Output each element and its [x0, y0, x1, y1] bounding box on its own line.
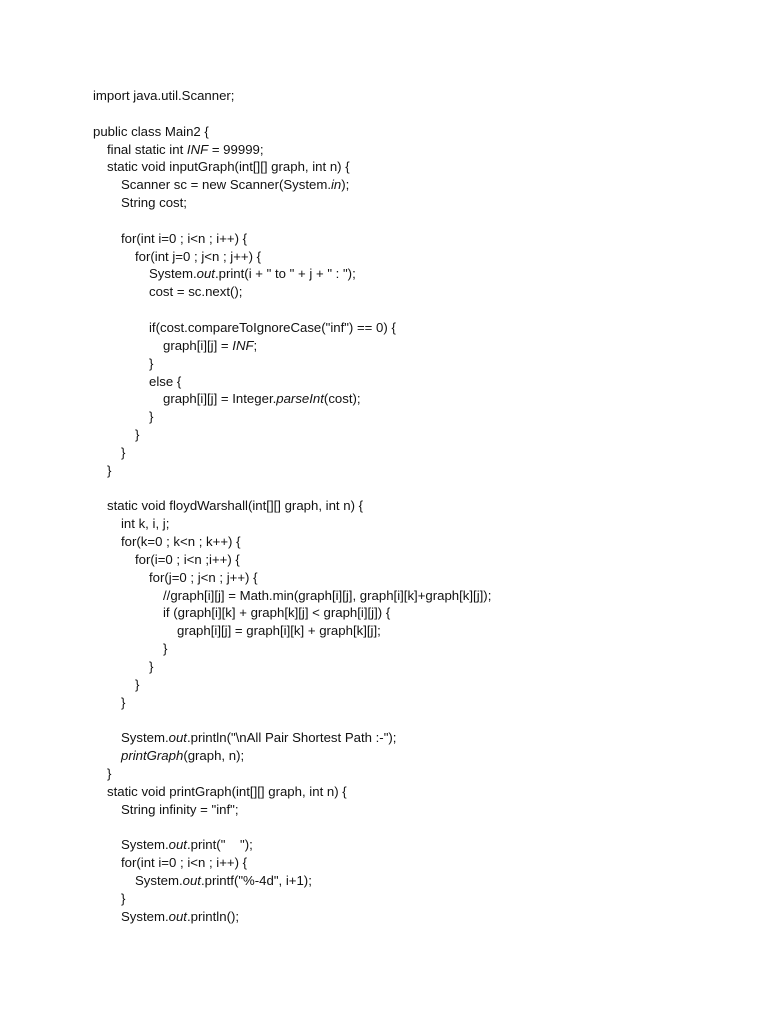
- code-line: [93, 836, 753, 854]
- code-line: [93, 872, 753, 890]
- code-italic-token: parseInt: [276, 391, 324, 407]
- code-token: System.: [135, 873, 183, 889]
- code-line: [93, 640, 753, 658]
- code-token: }: [121, 890, 126, 906]
- code-token: (graph, n);: [183, 748, 245, 764]
- code-token: for(k=0 ; k<n ; k++) {: [121, 534, 241, 550]
- code-token: static void inputGraph(int[][] graph, int n) {: [107, 159, 350, 175]
- code-line: [93, 801, 753, 819]
- code-token: }: [149, 355, 154, 371]
- code-token: .println("\nAll Pair Shortest Path :-");: [186, 730, 397, 746]
- code-line: [93, 533, 753, 551]
- code-token: System.: [121, 730, 169, 746]
- code-line: [93, 908, 753, 926]
- code-line: [93, 408, 753, 426]
- code-token: graph[i][j] = graph[i][k] + graph[k][j];: [177, 623, 381, 639]
- code-token: (cost);: [323, 391, 361, 407]
- code-token: }: [149, 659, 154, 674]
- blank-line: [93, 712, 753, 730]
- code-token: }: [135, 427, 140, 443]
- code-line: [93, 747, 753, 765]
- code-token: static void printGraph(int[][] graph, int n) {: [107, 783, 347, 799]
- code-line: [93, 765, 753, 783]
- code-token: System.: [121, 837, 169, 853]
- code-token: final static int: [107, 141, 187, 157]
- code-line: [93, 141, 753, 159]
- code-line: [93, 658, 753, 676]
- code-line: [93, 194, 753, 212]
- code-token: .print(i + " to " + j + " : ");: [214, 266, 356, 282]
- code-italic-token: out: [196, 266, 215, 282]
- blank-line: [93, 301, 753, 319]
- code-line: [93, 515, 753, 533]
- code-line: [93, 158, 753, 176]
- code-token: graph[i][j] =: [163, 337, 233, 353]
- code-italic-token: in: [331, 177, 342, 193]
- code-token: String cost;: [121, 195, 187, 211]
- code-line: [93, 569, 753, 587]
- code-line: [93, 890, 753, 908]
- code-italic-token: out: [168, 908, 187, 924]
- code-token: if(cost.compareToIgnoreCase("inf") == 0) {: [149, 319, 396, 335]
- code-token: .printf("%-4d", i+1);: [200, 873, 312, 889]
- code-listing: [93, 87, 753, 926]
- code-line: [93, 373, 753, 391]
- code-token: Scanner sc = new Scanner(System.: [121, 177, 331, 193]
- code-line: [93, 604, 753, 622]
- code-line: [93, 854, 753, 872]
- code-italic-token: out: [182, 873, 201, 889]
- code-line: [93, 87, 753, 105]
- code-line: [93, 622, 753, 640]
- code-token: String infinity = "inf";: [121, 801, 239, 817]
- code-token: int k, i, j;: [121, 516, 170, 532]
- code-token: graph[i][j] = Integer.: [163, 391, 277, 407]
- code-line: [93, 551, 753, 569]
- code-token: System.: [121, 908, 169, 924]
- code-line: [93, 337, 753, 355]
- code-token: }: [107, 766, 112, 782]
- code-line: [93, 729, 753, 747]
- code-line: [93, 390, 753, 408]
- code-token: }: [149, 409, 154, 425]
- code-line: [93, 176, 753, 194]
- code-token: static void floydWarshall(int[][] graph, int n) {: [107, 498, 364, 514]
- blank-line: [93, 819, 753, 837]
- blank-line: [93, 480, 753, 498]
- code-token: if (graph[i][k] + graph[k][j] < graph[i][j]) {: [163, 605, 391, 621]
- code-line: [93, 319, 753, 337]
- code-line: [93, 283, 753, 301]
- code-italic-token: INF: [232, 337, 254, 353]
- code-token: import java.util.Scanner;: [93, 88, 235, 103]
- code-line: [93, 230, 753, 248]
- code-line: [93, 426, 753, 444]
- code-italic-token: out: [168, 730, 187, 746]
- code-token: .print(" ");: [186, 837, 253, 853]
- code-line: [93, 123, 753, 141]
- code-line: [93, 444, 753, 462]
- code-line: [93, 783, 753, 801]
- code-italic-token: out: [168, 837, 187, 853]
- code-token: }: [121, 444, 126, 460]
- code-token: );: [341, 177, 350, 193]
- code-line: [93, 497, 753, 515]
- code-token: else {: [149, 373, 182, 389]
- code-token: for(int i=0 ; i<n ; i++) {: [121, 855, 248, 871]
- code-line: [93, 676, 753, 694]
- code-line: [93, 462, 753, 480]
- code-line: [93, 587, 753, 605]
- code-token: }: [107, 462, 112, 478]
- blank-line: [93, 212, 753, 230]
- code-token: }: [135, 676, 140, 692]
- code-line: [93, 355, 753, 373]
- code-token: cost = sc.next();: [149, 284, 243, 300]
- code-token: for(int j=0 ; j<n ; j++) {: [135, 248, 262, 264]
- blank-line: [93, 105, 753, 123]
- code-token: = 99999;: [208, 141, 264, 157]
- code-italic-token: printGraph: [121, 748, 184, 764]
- code-token: }: [121, 694, 126, 710]
- code-token: //graph[i][j] = Math.min(graph[i][j], graph[i][k]+graph[k][j]);: [163, 587, 492, 603]
- code-line: [93, 694, 753, 712]
- code-token: for(j=0 ; j<n ; j++) {: [149, 569, 258, 585]
- code-token: }: [163, 641, 168, 657]
- code-line: [93, 265, 753, 283]
- code-token: public class Main2 {: [93, 123, 209, 139]
- code-token: for(i=0 ; i<n ;i++) {: [135, 551, 240, 567]
- code-token: ;: [253, 337, 258, 353]
- code-line: [93, 248, 753, 266]
- code-token: for(int i=0 ; i<n ; i++) {: [121, 230, 248, 246]
- code-italic-token: INF: [186, 141, 209, 157]
- code-token: System.: [149, 266, 197, 282]
- code-token: .println();: [186, 908, 240, 924]
